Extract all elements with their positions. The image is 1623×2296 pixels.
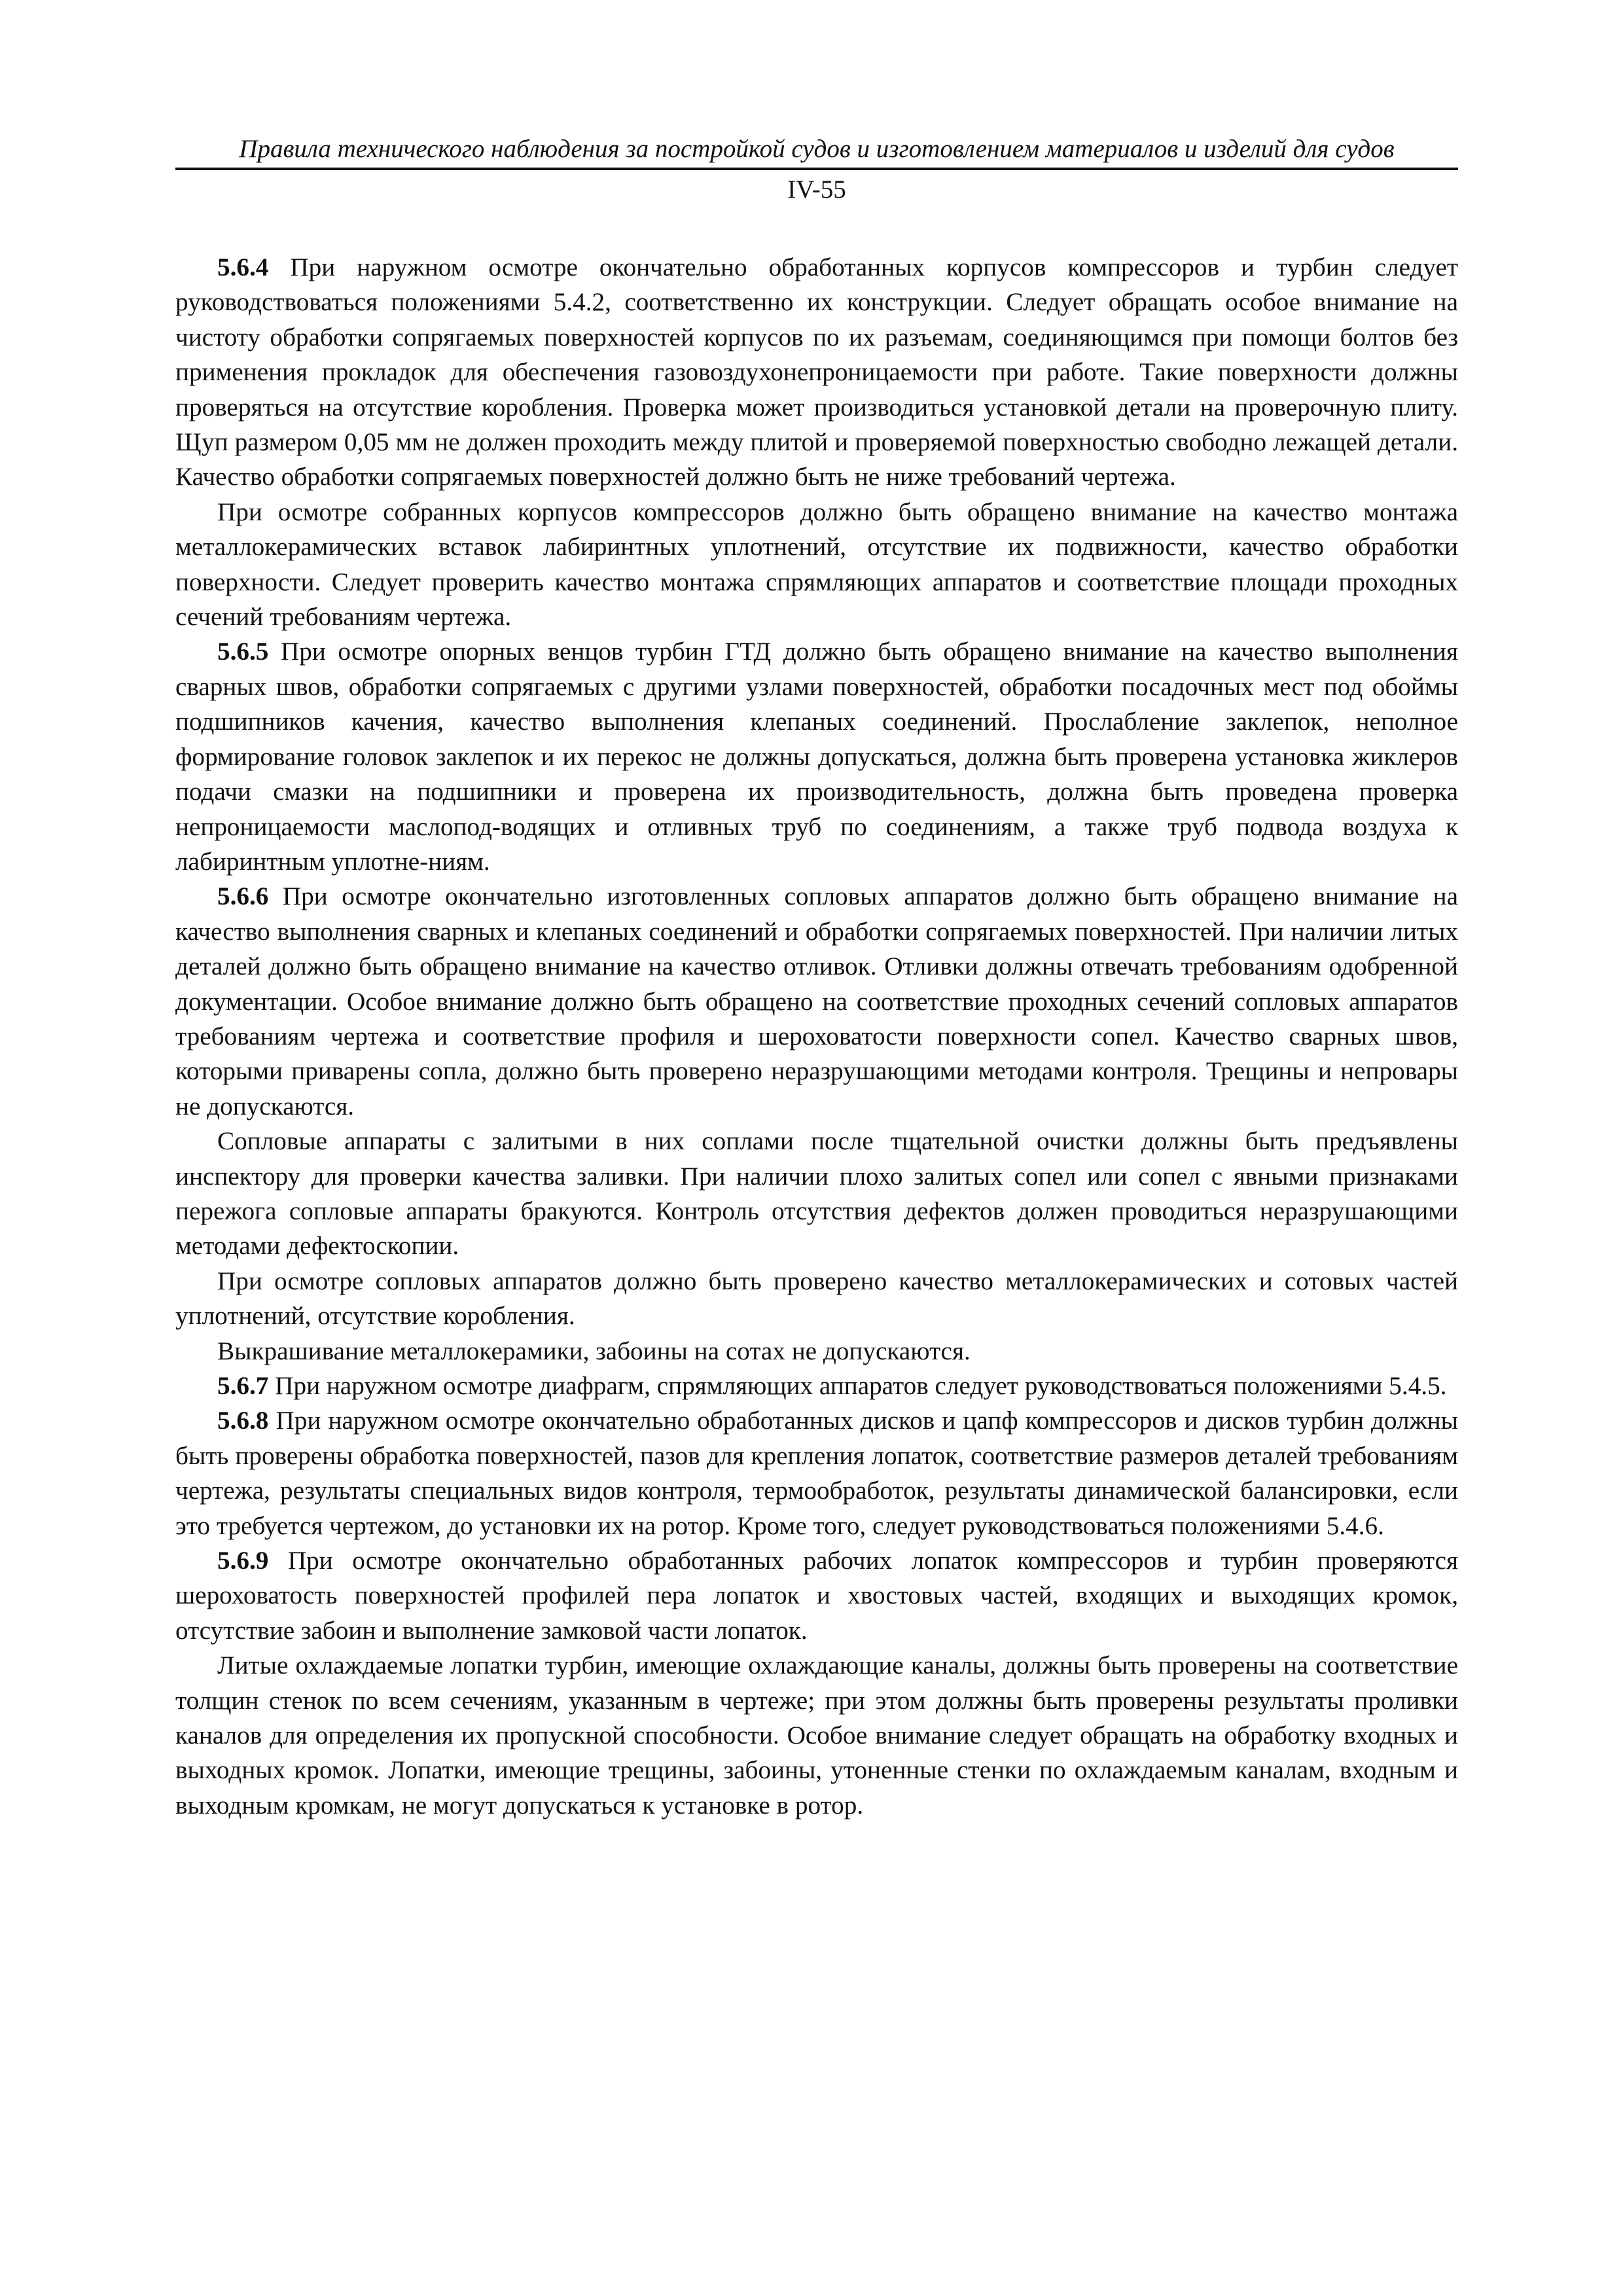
page-number: IV-55 (787, 175, 846, 204)
paragraph-text: При осмотре собранных корпусов компрессоров должно быть обращено внимание на качество монтажа металлокерамических вставок лабиринтных уплотнений, отсутствие их подвижности, качество обработки поверхности. Следует проверить качество монтажа спрямляющих аппаратов и соответствие площади проходных сечений требованиям чертежа. (175, 497, 1458, 632)
clause-number: 5.6.9 (217, 1547, 269, 1575)
paragraph-nozzle-seals (175, 1264, 1458, 1334)
paragraph-text: При осмотре окончательно обработанных рабочих лопаток компрессоров и турбин проверяются шероховатость поверхностей профилей пера лопаток и хвостовых частей, входящих и выходящих кромок, отсутствие забоин и выполнение замковой части лопаток. (175, 1547, 1458, 1645)
document-body (175, 250, 1458, 1823)
paragraph-assembled-casings (175, 495, 1458, 635)
document-page (175, 131, 1458, 1823)
clause-number: 5.6.4 (217, 253, 269, 281)
paragraph-text: Выкрашивание металлокерамики, забоины на сотах не допускаются. (217, 1336, 971, 1365)
paragraph-5-6-4 (175, 250, 1458, 495)
paragraph-text: При осмотре сопловых аппаратов должно быть проверено качество металлокерамических и сотовых частей уплотнений, отсутствие коробления. (175, 1266, 1458, 1331)
paragraph-text: При наружном осмотре окончательно обработанных корпусов компрессоров и турбин следует руководствоваться положениями 5.4.2, соответственно их конструкции. Следует обращать особое внимание на чистоту обработки сопрягаемых поверхностей корпусов по их разъемам, соединяющимся при помощи болтов без применения прокладок для обеспечения газовоздухонепроницаемости при работе. Такие поверхности должны проверяться на отсутствие коробления. Проверка может производиться установкой детали на проверочную плиту. Щуп размером 0,05 мм не должен проходить между плитой и проверяемой поверхностью свободно лежащей детали. Качество обработки сопрягаемых поверхностей должно быть не ниже требований чертежа. (175, 253, 1458, 492)
paragraph-5-6-6 (175, 879, 1458, 1124)
paragraph-5-6-7 (175, 1369, 1458, 1403)
paragraph-text: При осмотре окончательно изготовленных сопловых аппаратов должно быть обращено внимание на качество выполнения сварных и клепаных соединений и обработки сопрягаемых поверхностей. При наличии литых деталей должно быть обращено внимание на качество отливок. Отливки должны отвечать требованиям одобренной документации. Особое внимание должно быть обращено на соответствие проходных сечений сопловых аппаратов требованиям чертежа и соответствие профиля и шероховатости поверхности сопел. Качество сварных швов, которыми приварены сопла, должно быть проверено неразрушающими методами контроля. Трещины и непровары не допускаются. (175, 882, 1458, 1121)
clause-number: 5.6.8 (217, 1407, 269, 1435)
paragraph-cermet-chipping (175, 1334, 1458, 1369)
paragraph-text: Сопловые аппараты с залитыми в них соплами после тщательной очистки должны быть предъявлены инспектору для проверки качества заливки. При наличии плохо залитых сопел или сопел с явными признаками пережога сопловые аппараты бракуются. Контроль отсутствия дефектов должен проводиться неразрушающими методами дефектоскопии. (175, 1127, 1458, 1261)
paragraph-cast-nozzles (175, 1124, 1458, 1264)
clause-number: 5.6.5 (217, 637, 269, 666)
paragraph-text: При наружном осмотре диафрагм, спрямляющих аппаратов следует руководствоваться положениями 5.4.5. (268, 1372, 1447, 1400)
paragraph-text: Литые охлаждаемые лопатки турбин, имеющие охлаждающие каналы, должны быть проверены на соответствие толщин стенок по всем сечениям, указанным в чертеже; при этом должны быть проверены результаты проливки каналов для определения их пропускной способности. Особое внимание следует обращать на обработку входных и выходных кромок. Лопатки, имеющие трещины, забоины, утоненные стенки по охлаждаемым каналам, входным и выходным кромкам, не могут допускаться к установке в ротор. (175, 1651, 1458, 1820)
header-rule (175, 168, 1458, 170)
paragraph-cooled-blades (175, 1648, 1458, 1823)
paragraph-text: При осмотре опорных венцов турбин ГТД должно быть обращено внимание на качество выполнения сварных швов, обработки сопрягаемых с другими узлами поверхностей, обработки посадочных мест под обоймы подшипников качения, качество выполнения клепаных соединений. Прослабление заклепок, неполное формирование головок заклепок и их перекос не должны допускаться, должна быть проверена установка жиклеров подачи смазки на подшипники и проверена их производительность, должна быть проведена проверка непроницаемости маслопод-водящих и отливных труб по соединениям, а также труб подвода воздуха к лабиринтным уплотне-ниям. (175, 637, 1458, 876)
clause-number: 5.6.6 (217, 882, 269, 911)
clause-number: 5.6.7 (217, 1372, 269, 1400)
paragraph-text: При наружном осмотре окончательно обработанных дисков и цапф компрессоров и дисков турбин должны быть проверены обработка поверхностей, пазов для крепления лопаток, соответствие размеров деталей требованиям чертежа, результаты специальных видов контроля, термообработок, результаты динамической балансировки, если это требуется чертежом, до установки их на ротор. Кроме того, следует руководствоваться положениями 5.4.6. (175, 1407, 1458, 1540)
paragraph-5-6-9 (175, 1543, 1458, 1648)
paragraph-5-6-5 (175, 634, 1458, 879)
running-header: Правила технического наблюдения за постройкой судов и изготовлением материалов и изделий для судов (239, 135, 1395, 163)
paragraph-5-6-8 (175, 1403, 1458, 1543)
